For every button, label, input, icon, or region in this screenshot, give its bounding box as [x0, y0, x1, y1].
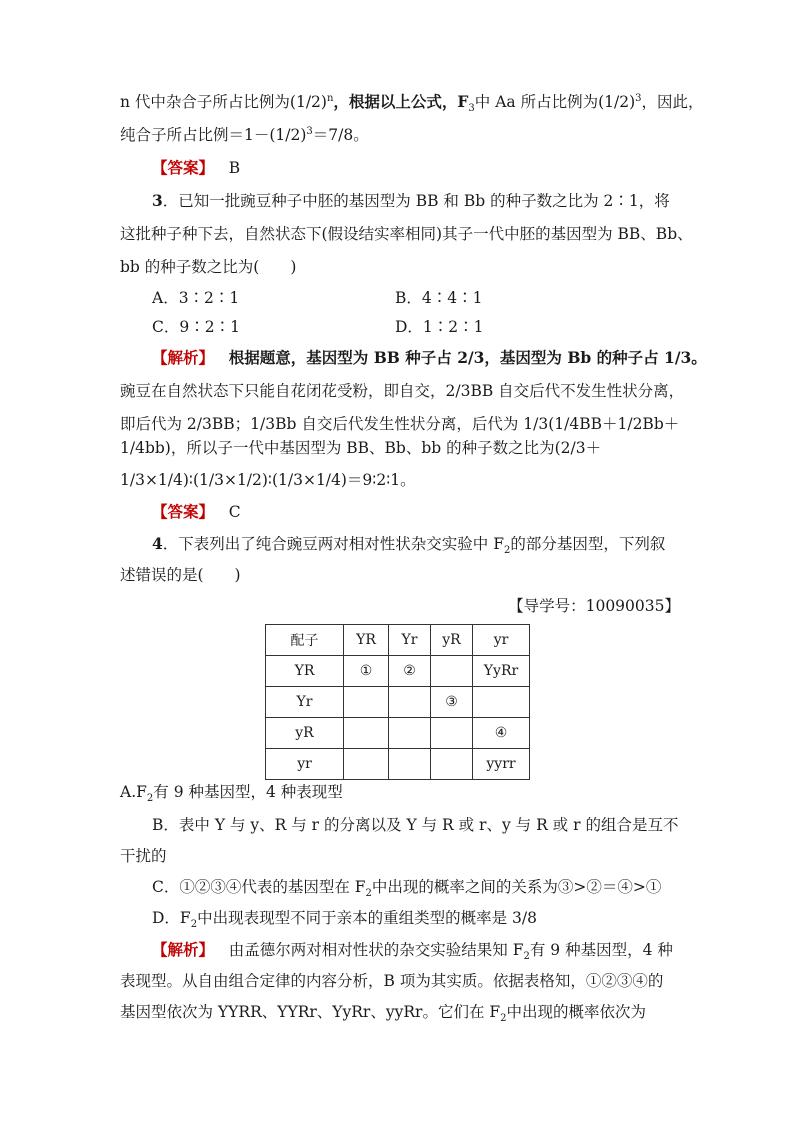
text: 由孟德尔两对相对性状的杂交实验结果知 F	[228, 941, 524, 959]
text: 有 9 种基因型，4 种表现型	[153, 783, 343, 801]
table-cell: YyRr	[473, 656, 530, 687]
text: 基因型依次为 YYRR、YYRr、YyRr、yyRr。它们在 F	[120, 1003, 501, 1021]
table-cell: YR	[266, 656, 344, 687]
q3-answer	[152, 502, 680, 522]
table-cell: ③	[431, 687, 473, 718]
subscript: 2	[503, 545, 511, 557]
table-cell: ①	[344, 656, 389, 687]
q3-line-1	[152, 191, 680, 211]
table-cell	[389, 718, 431, 749]
table-cell	[344, 718, 389, 749]
table-row	[266, 656, 530, 687]
text: 根据题意，基因型为 BB 种子占 2/3，基因型为 Bb 的种子占 1/3。	[228, 348, 707, 367]
text: ，根据以上公式，F	[333, 92, 469, 111]
table-cell	[389, 749, 431, 780]
text: 的部分基因型，下列叙	[510, 535, 666, 553]
subscript: 2	[146, 793, 154, 805]
q4-analysis-line-2: 表现型。从自由组合定律的内容分析，B 项为其实质。依据表格知，①②③④的	[120, 972, 664, 990]
q4-line-1	[152, 534, 680, 557]
table-cell	[431, 718, 473, 749]
subscript: 2	[190, 919, 198, 931]
table-row	[266, 749, 530, 780]
q4-option-c	[152, 877, 680, 900]
text: n 代中杂合子所占比例为(1/2)	[120, 93, 327, 111]
q4-option-d	[152, 908, 680, 931]
table-cell	[431, 656, 473, 687]
question-number: 3	[152, 191, 163, 210]
text: ，因此，	[641, 93, 704, 111]
punnett-table	[265, 624, 530, 780]
text: 中出现的概率之间的关系为③>②＝④>①	[371, 878, 662, 896]
subscript: 2	[523, 951, 530, 963]
superscript: 3	[635, 92, 642, 104]
q3-option-c: C．9∶2∶1	[152, 318, 240, 336]
q4-option-a	[120, 782, 680, 805]
q4-option-b-line-1: B．表中 Y 与 y、R 与 r 的分离以及 Y 与 R 或 r、y 与 R 或 r 的组合是互不	[152, 816, 679, 834]
table-header-cell: Yr	[389, 625, 431, 656]
table-cell: ④	[473, 718, 530, 749]
q3-option-d: D．1∶2∶1	[395, 318, 484, 336]
analysis-label: 【解析】	[152, 940, 215, 959]
q3-analysis-line-4: 1/4bb)，所以子一代中基因型为 BB、Bb、bb 的种子数之比为(2/3＋	[120, 439, 602, 457]
table-row	[266, 718, 530, 749]
table-cell	[389, 687, 431, 718]
answer-label: 【答案】	[152, 158, 215, 177]
table-header-row	[266, 625, 530, 656]
q4-option-b-line-2: 干扰的	[120, 847, 167, 865]
guide-number: 【导学号：10090035】	[508, 597, 680, 615]
text: 有 9 种基因型，4 种	[529, 941, 673, 959]
text: A.F	[120, 783, 147, 801]
q3-analysis-line-1	[152, 348, 707, 368]
table-header-cell: yR	[431, 625, 473, 656]
text: 中出现表现型不同于亲本的重组类型的概率是 3/8	[197, 909, 537, 927]
subscript: 2	[500, 1013, 507, 1025]
q3-option-b: B．4∶4∶1	[395, 289, 483, 307]
table-cell: Yr	[266, 687, 344, 718]
table-cell	[431, 749, 473, 780]
superscript: n	[326, 92, 334, 104]
q2-answer	[152, 158, 680, 178]
text: C．①②③④代表的基因型在 F	[152, 878, 366, 896]
table-cell	[473, 687, 530, 718]
intro-line-1	[120, 92, 704, 115]
text: ＝7/8。	[312, 126, 369, 144]
text: ．下表列出了纯合豌豆两对相对性状杂交实验中 F	[162, 535, 504, 553]
subscript: 2	[365, 888, 372, 900]
q4-analysis-line-1	[152, 940, 680, 963]
superscript: 3	[306, 125, 313, 137]
q3-line-3: bb 的种子数之比为( )	[120, 258, 297, 276]
table-cell	[344, 749, 389, 780]
table-cell: ②	[389, 656, 431, 687]
table-row	[266, 687, 530, 718]
table-cell	[344, 687, 389, 718]
text: 中出现的概率依次为	[506, 1003, 647, 1021]
subscript: 3	[468, 103, 475, 115]
q3-line-2: 这批种子种下去，自然状态下(假设结实率相同)其子一代中胚的基因型为 BB、Bb、	[120, 225, 693, 243]
question-number: 4	[152, 534, 163, 553]
q3-analysis-line-5: 1/3×1/4)∶(1/3×1/2)∶(1/3×1/4)＝9∶2∶1。	[120, 471, 416, 489]
q4-line-2: 述错误的是( )	[120, 566, 241, 584]
table-header-cell: 配子	[266, 625, 344, 656]
answer-label: 【答案】	[152, 502, 215, 521]
q4-analysis-line-3	[120, 1002, 680, 1025]
text: 中 Aa 所占比例为(1/2)	[474, 93, 636, 111]
table-cell: yR	[266, 718, 344, 749]
intro-line-2	[120, 125, 680, 145]
text: ．已知一批豌豆种子中胚的基因型为 BB 和 Bb 的种子数之比为 2∶1，将	[162, 192, 670, 210]
table-header-cell: YR	[344, 625, 389, 656]
table-header-cell: yr	[473, 625, 530, 656]
q3-option-a: A．3∶2∶1	[152, 289, 240, 307]
table-cell: yr	[266, 749, 344, 780]
table-cell: yyrr	[473, 749, 530, 780]
q3-analysis-line-2: 豌豆在自然状态下只能自花闭花受粉，即自交，2/3BB 自交后代不发生性状分离，	[120, 382, 685, 400]
analysis-label: 【解析】	[152, 348, 215, 367]
answer-value: B	[228, 159, 241, 177]
text: 纯合子所占比例＝1－(1/2)	[120, 126, 307, 144]
text: D．F	[152, 909, 191, 927]
q3-analysis-line-3: 即后代为 2/3BB；1/3Bb 自交后代发生性状分离，后代为 1/3(1/4BB＋1/2Bb＋	[120, 415, 680, 433]
answer-value: C	[228, 503, 241, 521]
